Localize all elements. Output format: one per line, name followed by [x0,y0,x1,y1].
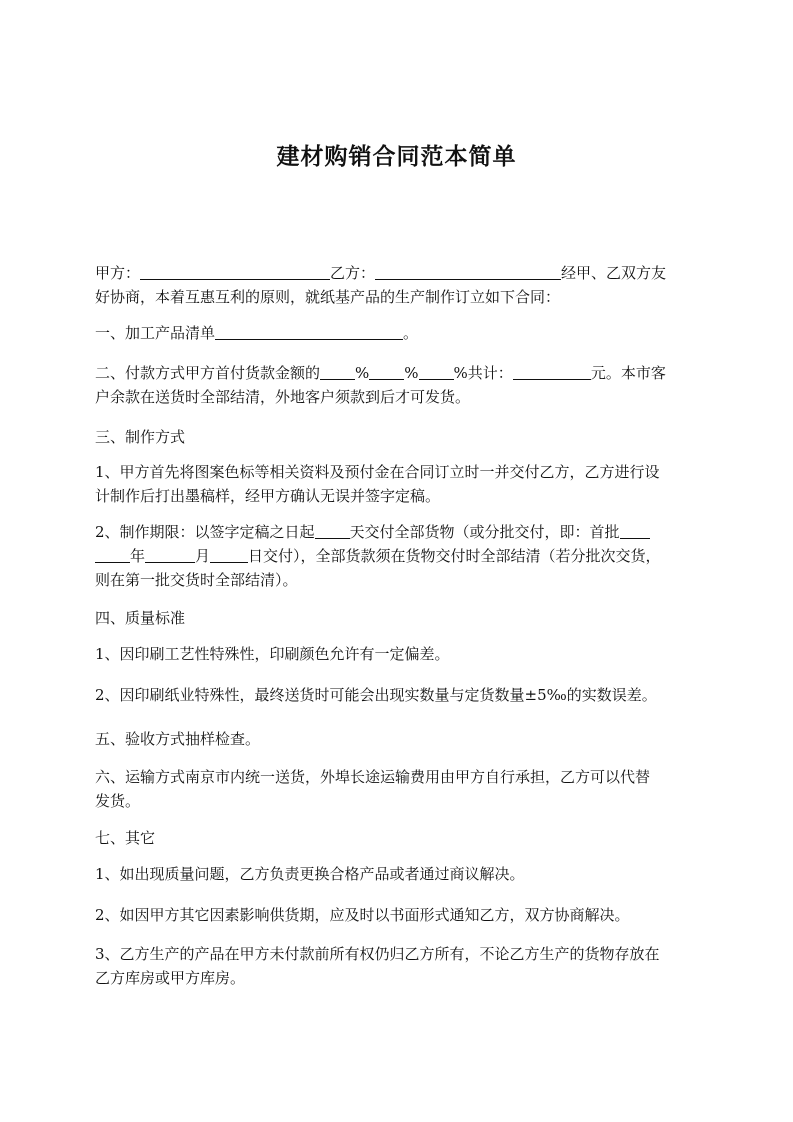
parties-line1-tail: 经甲、乙双方友 [561,264,667,282]
day-blank[interactable] [210,547,248,563]
section-6-line-2: 发货。 [95,792,141,810]
section-7-heading: 七、其它 [95,829,156,847]
parties-line-2: 好协商，本着互惠互利的原则，就纸基产品的生产制作订立如下合同： [95,288,561,306]
section-4-item-2: 2、因印刷纸业特殊性，最终送货时可能会出现实数量与定货数量±5‰的实数误差。 [95,686,657,704]
percent-blank-3[interactable] [419,364,454,380]
percent-sign-2: % [404,364,419,382]
party-a-label: 甲方： [95,264,141,282]
percent-sign-1: % [355,364,370,382]
parties-paragraph [95,261,707,309]
days-blank[interactable] [315,523,350,539]
section-4-heading: 四、质量标准 [95,609,186,627]
party-b-blank[interactable] [375,264,561,280]
section-4-item-1: 1、因印刷工艺性特殊性，印刷颜色允许有一定偏差。 [95,645,450,663]
section-3-item-1-line-2: 计制作后打出墨稿样，经甲方确认无误并签字定稿。 [95,487,441,505]
section-3-item-2-line-1 [95,520,707,544]
year-blank[interactable] [95,547,130,563]
section-3-item-1-line-1: 1、甲方首先将图案色标等相关资料及预付金在合同订立时一并交付乙方，乙方进行设 [95,463,660,481]
day-text: 日交付），全部货款须在货物交付时全部结清（若分批次交货， [248,547,661,565]
percent-blank-1[interactable] [320,364,355,380]
section-3-item-2-line-2 [95,544,707,568]
section-2 [95,361,707,409]
section-7-item-3 [95,942,707,990]
amount-blank[interactable] [513,364,591,380]
section-2-line-2: 户余款在送货时全部结清，外地客户须款到后才可发货。 [95,388,471,406]
product-list-blank[interactable] [215,324,403,340]
section-3-item-2 [95,520,707,592]
section-3-item-1 [95,460,707,508]
parties-line-1 [95,261,707,285]
section-1-prefix: 一、加工产品清单 [95,324,216,342]
section-7-item-2: 2、如因甲方其它因素影响供货期，应及时以书面形式通知乙方，双方协商解决。 [95,906,630,924]
section-2-total: %共计： [453,364,513,382]
deadline-mid: 天交付全部货物（或分批交付，即：首批 [349,523,620,541]
party-a-blank[interactable] [140,264,330,280]
section-5-heading: 五、验收方式抽样检查。 [95,730,261,748]
document-title: 建材购销合同范本简单 [276,144,517,170]
section-2-yuan: 元。本市客 [590,364,666,382]
section-7-item-3-line-1: 3、乙方生产的产品在甲方未付款前所有权仍归乙方所有，不论乙方生产的货物存放在 [95,945,660,963]
section-6-line-1: 六、运输方式南京市内统一送货，外埠长途运输费用由甲方自行承担，乙方可以代替 [95,768,651,786]
first-batch-blank[interactable] [620,523,650,539]
section-7-item-3-line-2: 乙方库房或甲方库房。 [95,969,246,987]
year-label: 年 [130,547,146,565]
section-6 [95,765,707,813]
section-1-suffix: 。 [403,324,419,342]
section-7-item-1: 1、如出现质量问题，乙方负责更换合格产品或者通过商议解决。 [95,865,525,883]
section-2-prefix: 二、付款方式甲方首付货款金额的 [95,364,321,382]
section-3-heading: 三、制作方式 [95,428,186,446]
section-3-item-2-line-3: 则在第一批交货时全部结清）。 [95,571,298,589]
deadline-prefix: 2、制作期限：以签字定稿之日起 [95,523,315,541]
percent-blank-2[interactable] [369,364,404,380]
section-1 [95,321,707,345]
party-b-label: 乙方： [330,264,376,282]
month-label: 月 [195,547,211,565]
month-blank[interactable] [145,547,195,563]
section-2-line-1 [95,361,707,385]
